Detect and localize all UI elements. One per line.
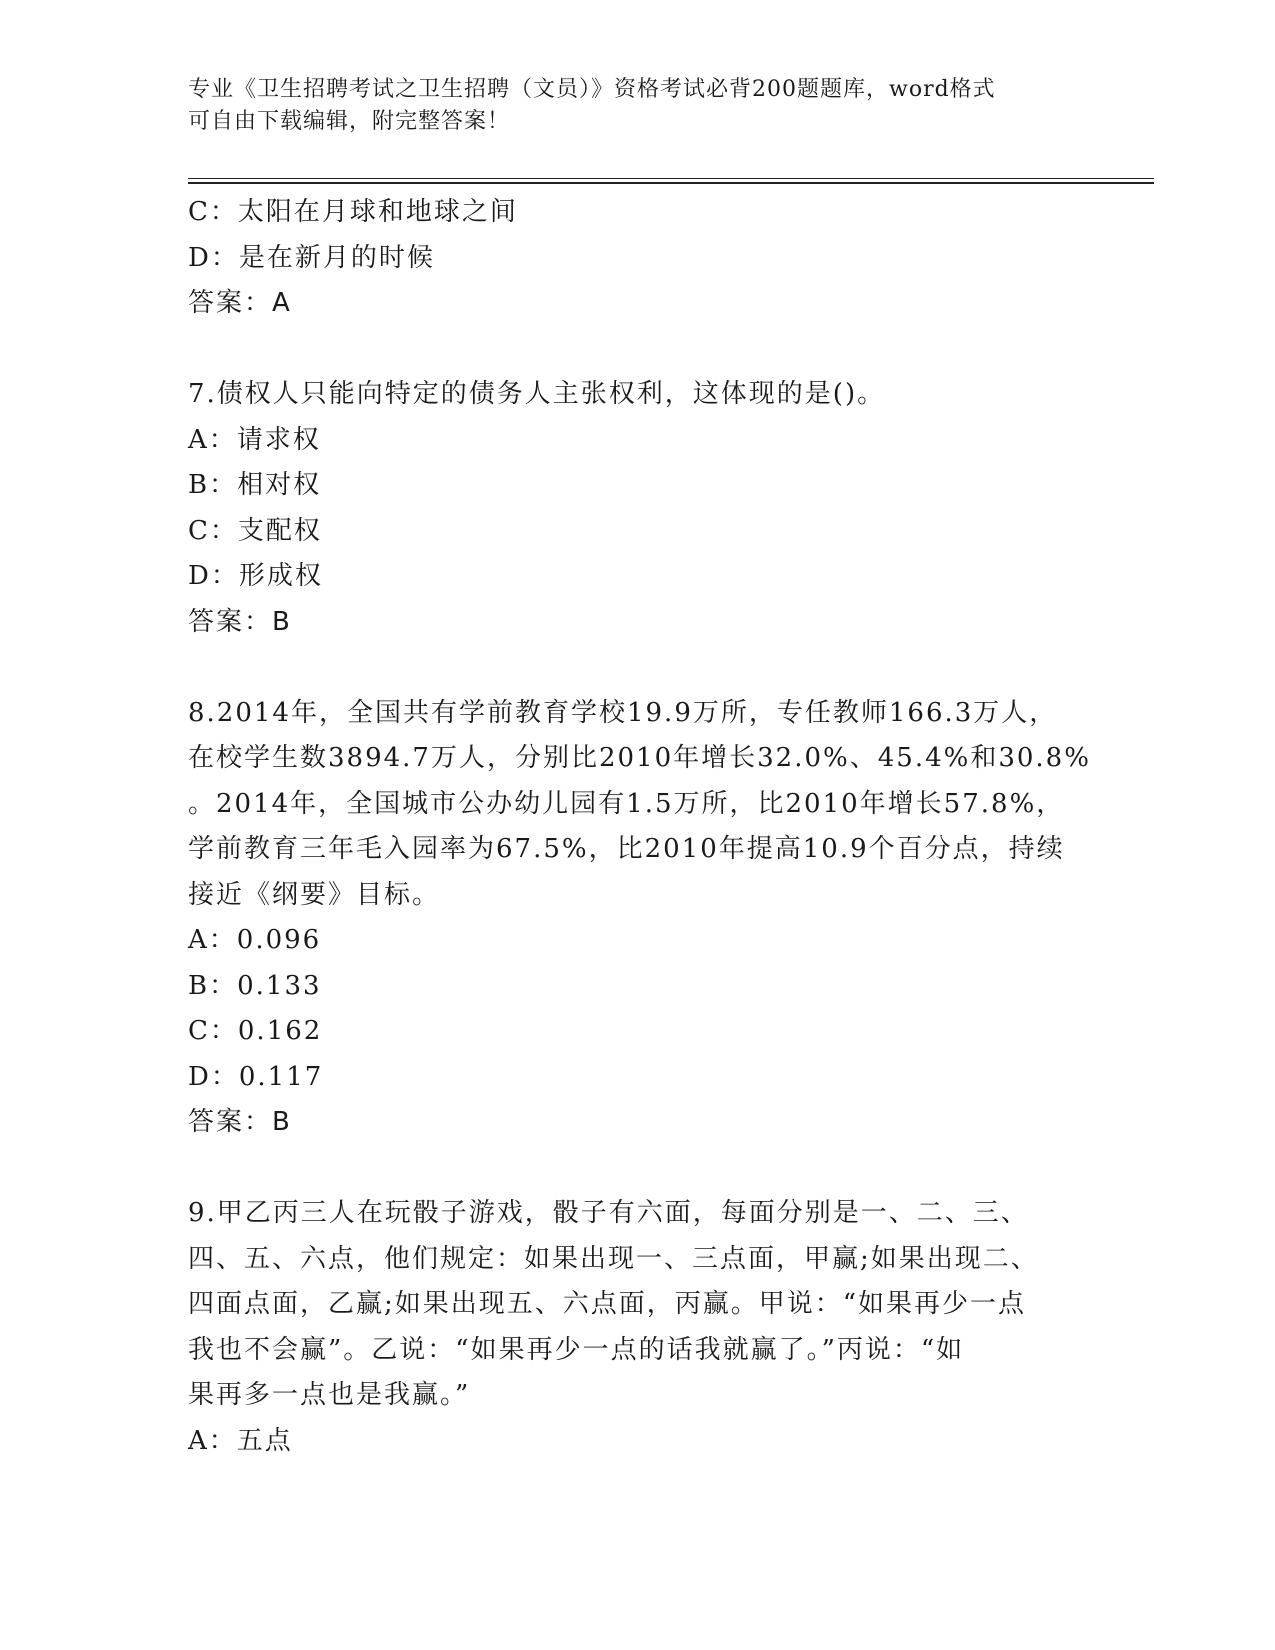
- q7-option-a: A：请求权: [188, 424, 321, 455]
- header-line-1: 专业《卫生招聘考试之卫生招聘（文员）》资格考试必背200题题库，word格式: [188, 77, 996, 102]
- q7-stem: 7.债权人只能向特定的债务人主张权利，这体现的是()。: [188, 379, 886, 409]
- q8-stem-line: 。2014年，全国城市公办幼儿园有1.5万所，比2010年增长57.8%，: [188, 788, 1065, 819]
- q9-stem-line: 我也不会赢”。乙说：“如果再少一点的话我就赢了。”丙说：“如: [188, 1334, 965, 1365]
- header-divider-thick: [188, 182, 1154, 184]
- q8-option-c: C：0.162: [188, 1016, 323, 1046]
- q9-option-a: A：五点: [188, 1425, 293, 1456]
- q8-answer: 答案：B: [188, 1107, 292, 1137]
- q6-option-d: D：是在新月的时候: [188, 242, 435, 273]
- document-header: [188, 74, 1088, 138]
- q9-stem-line: 9.甲乙丙三人在玩骰子游戏，骰子有六面，每面分别是一、二、三、: [188, 1198, 1029, 1228]
- q8-stem-line: 8.2014年，全国共有学前教育学校19.9万所，专任教师166.3万人，: [188, 697, 1058, 728]
- q9-stem-line: 四、五、六点，他们规定：如果出现一、三点面，甲赢;如果出现二、: [188, 1243, 1039, 1274]
- q8-stem-line: 接近《纲要》目标。: [188, 879, 441, 910]
- q7-option-d: D：形成权: [188, 561, 323, 591]
- q8-option-a: A：0.096: [188, 925, 322, 955]
- q7-option-b: B：相对权: [188, 470, 322, 500]
- q7-answer: 答案：B: [188, 606, 292, 637]
- q9-stem: [188, 1191, 1088, 1419]
- q8-option-d: D：0.117: [188, 1061, 324, 1092]
- q7-option-c: C：支配权: [188, 515, 322, 546]
- q8-option-b: B：0.133: [188, 970, 322, 1001]
- spacer: [188, 645, 1088, 691]
- header-line-2: 可自由下载编辑，附完整答案！: [188, 109, 511, 134]
- q8-stem-line: 在校学生数3894.7万人，分别比2010年增长32.0%、45.4%和30.8%: [188, 743, 1091, 773]
- header-divider-thin: [188, 178, 1154, 179]
- question-content: [188, 190, 1091, 1464]
- q6-answer: 答案：A: [188, 288, 292, 318]
- q9-stem-line: 果再多一点也是我赢。”: [188, 1380, 471, 1410]
- q6-option-c: C：太阳在月球和地球之间: [188, 197, 518, 227]
- spacer: [188, 327, 1088, 373]
- q9-stem-line: 四面点面，乙赢;如果出现五、六点面，丙赢。甲说：“如果再少一点: [188, 1289, 1027, 1319]
- spacer: [188, 1146, 1088, 1192]
- q8-stem-line: 学前教育三年毛入园率为67.5%，比2010年提高10.9个百分点，持续: [188, 834, 1065, 864]
- q8-stem: [188, 691, 1091, 919]
